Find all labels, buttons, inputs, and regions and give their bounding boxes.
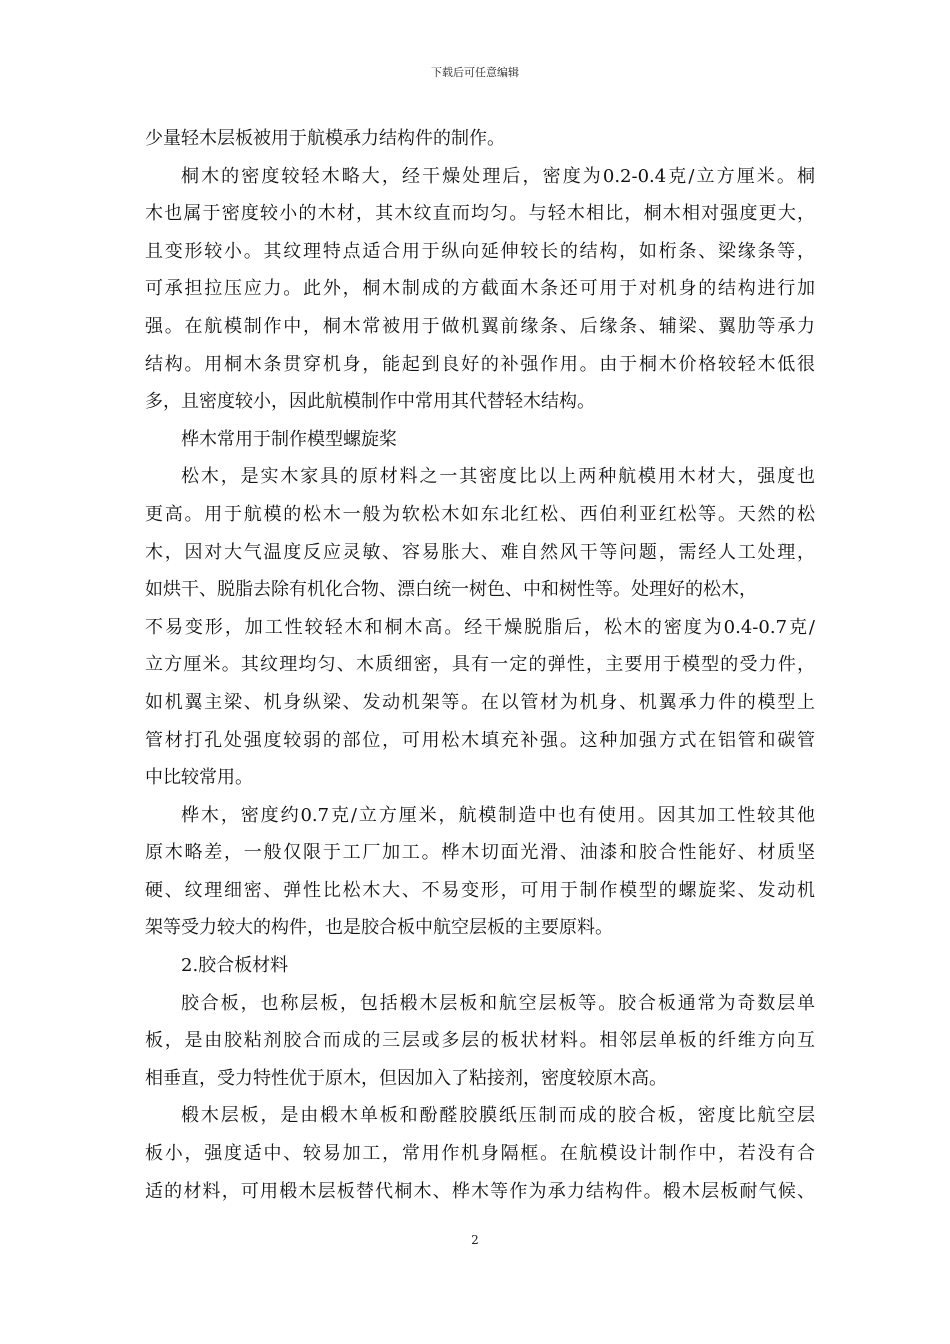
paragraph-line: 如机翼主梁、机身纵梁、发动机架等。在以管材为机身、机翼承力件的模型上 [145, 691, 815, 713]
paragraph-line: 多，且密度较小，因此航模制作中常用其代替轻木结构。 [145, 391, 595, 413]
paragraph-line: 结构。用桐木条贯穿机身，能起到良好的补强作用。由于桐木价格较轻木低很 [145, 353, 815, 375]
paragraph-line: 不易变形，加工性较轻木和桐木高。经干燥脱脂后，松木的密度为0.4-0.7克/ [145, 616, 815, 638]
paragraph-line: 板，是由胶粘剂胶合而成的三层或多层的板状材料。相邻层单板的纤维方向互 [145, 1030, 815, 1052]
paragraph-line: 立方厘米。其纹理均匀、木质细密，具有一定的弹性，主要用于模型的受力件， [145, 654, 815, 676]
paragraph-line: 木，因对大气温度反应灵敏、容易胀大、难自然风干等问题，需经人工处理， [145, 541, 815, 563]
page-header: 下载后可任意编辑 [431, 66, 519, 79]
paragraph-line: 桦木，密度约0.7克/立方厘米，航模制造中也有使用。因其加工性较其他 [181, 804, 815, 826]
page-number: 2 [471, 1233, 479, 1247]
paragraph-line: 椴木层板，是由椴木单板和酚醛胶膜纸压制而成的胶合板，密度比航空层 [181, 1105, 815, 1127]
paragraph-line: 桦木常用于制作模型螺旋桨 [181, 428, 397, 450]
paragraph-line: 原木略差，一般仅限于工厂加工。桦木切面光滑、油漆和胶合性能好、材质坚 [145, 842, 815, 864]
paragraph-line: 更高。用于航模的松木一般为软松木如东北红松、西伯利亚红松等。天然的松 [145, 503, 815, 525]
paragraph-line: 桐木的密度较轻木略大，经干燥处理后，密度为0.2-0.4克/立方厘米。桐 [181, 165, 815, 187]
paragraph-line: 管材打孔处强度较弱的部位，可用松木填充补强。这种加强方式在铝管和碳管 [145, 729, 815, 751]
paragraph-line: 架等受力较大的构件，也是胶合板中航空层板的主要原料。 [145, 917, 613, 939]
body-text [145, 120, 815, 1210]
paragraph-line: 中比较常用。 [145, 767, 253, 789]
paragraph-line: 少量轻木层板被用于航模承力结构件的制作。 [145, 128, 505, 149]
paragraph-line: 如烘干、脱脂去除有机化合物、漂白统一树色、中和树性等。处理好的松木， [145, 579, 757, 601]
paragraph-line: 松木，是实木家具的原材料之一其密度比以上两种航模用木材大，强度也 [181, 466, 815, 488]
section-heading: 2.胶合板材料 [181, 955, 289, 977]
paragraph-line: 硬、纹理细密、弹性比松木大、不易变形，可用于制作模型的螺旋桨、发动机 [145, 879, 815, 901]
paragraph-line: 木也属于密度较小的木材，其木纹直而均匀。与轻木相比，桐木相对强度更大， [145, 203, 815, 225]
paragraph-line: 胶合板，也称层板，包括椴木层板和航空层板等。胶合板通常为奇数层单 [181, 992, 815, 1014]
paragraph-line: 且变形较小。其纹理特点适合用于纵向延伸较长的结构，如桁条、梁缘条等， [145, 240, 815, 262]
paragraph-line: 适的材料，可用椴木层板替代桐木、桦木等作为承力结构件。椴木层板耐气候、 [145, 1180, 815, 1202]
paragraph-line: 可承担拉压应力。此外，桐木制成的方截面木条还可用于对机身的结构进行加 [145, 278, 815, 300]
paragraph-line: 相垂直，受力特性优于原木，但因加入了粘接剂，密度较原木高。 [145, 1067, 667, 1089]
paragraph-line: 强。在航模制作中，桐木常被用于做机翼前缘条、后缘条、辅梁、翼肋等承力 [145, 315, 815, 337]
paragraph-line: 板小，强度适中、较易加工，常用作机身隔框。在航模设计制作中，若没有合 [145, 1143, 815, 1165]
